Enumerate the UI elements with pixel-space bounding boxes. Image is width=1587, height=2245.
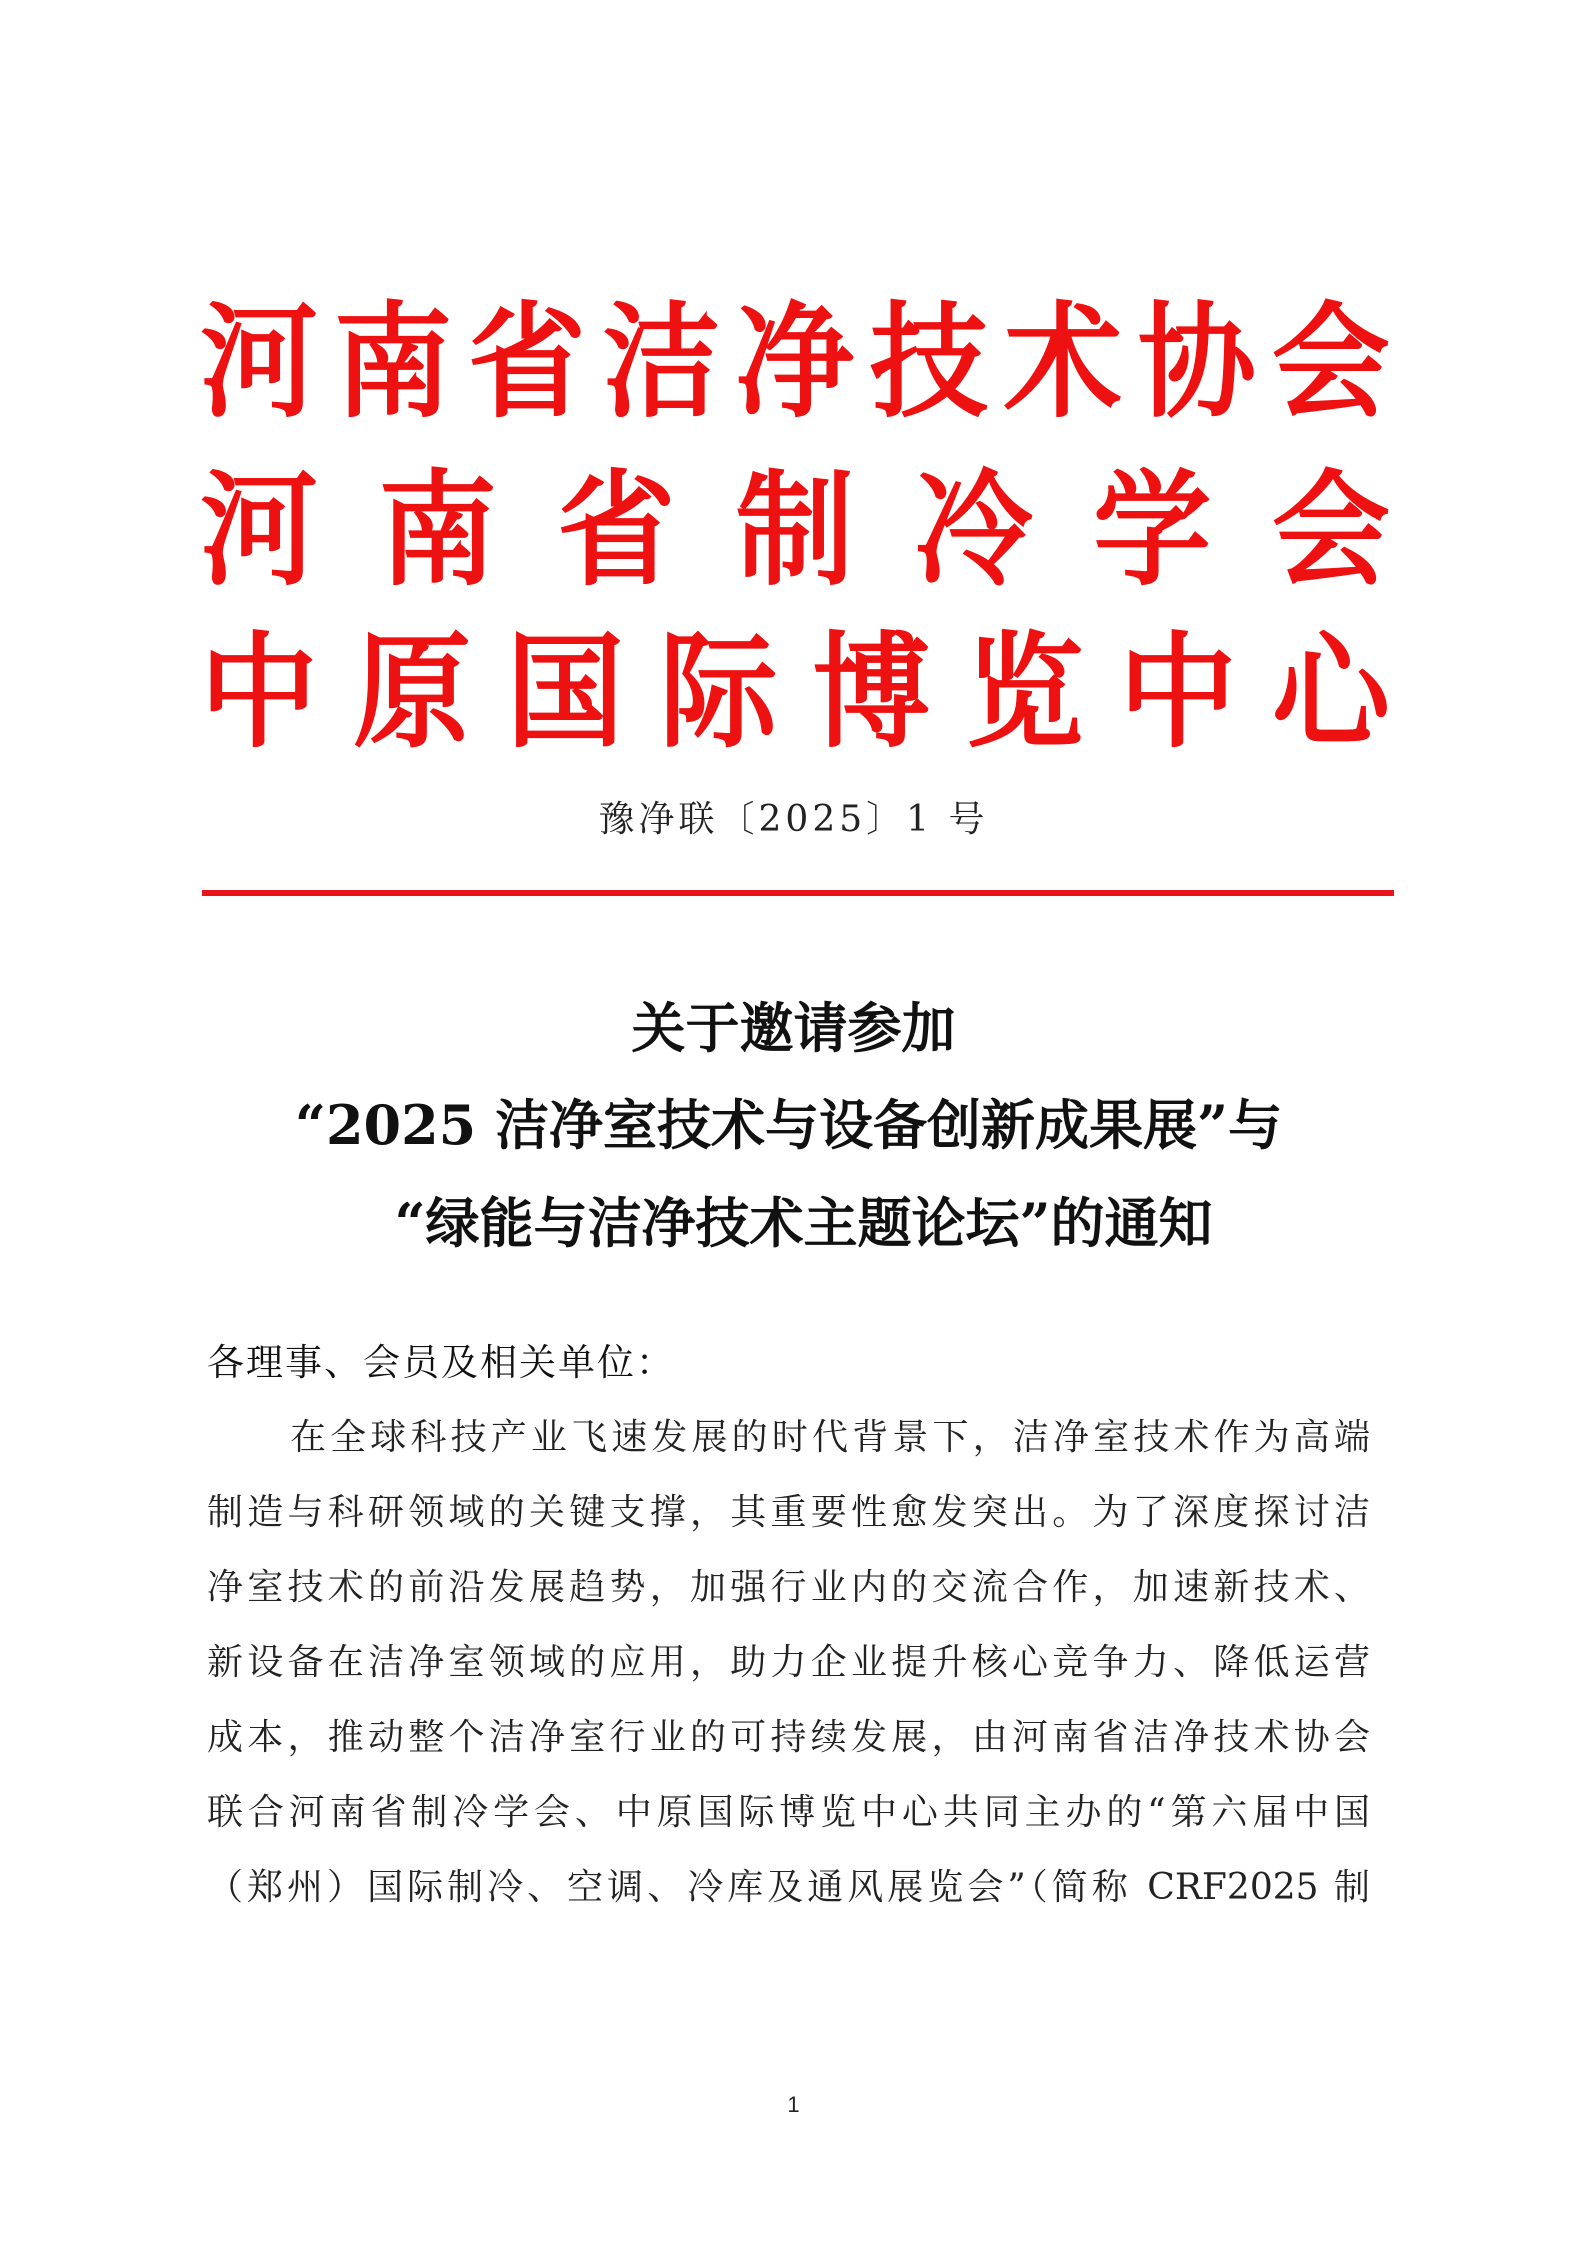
org-char: 会 (1271, 457, 1390, 603)
org-char: 河 (200, 289, 319, 435)
org-char: 协 (1137, 289, 1256, 435)
org-char: 会 (1271, 289, 1390, 435)
org-char: 南 (378, 457, 497, 603)
notice-title-line-1: 关于邀请参加 (631, 996, 956, 1060)
org-char: 博 (812, 619, 931, 765)
org-name-henan-refrigeration-society (200, 457, 1390, 603)
paragraph-line-text: 联合河南省制冷学会、中原国际博览中心共同主办的“第六届中国 (207, 1792, 1370, 1833)
paragraph-line-text: （郑州）国际制冷、空调、冷库及通风展览会”（简称 CRF2025 制 (207, 1867, 1370, 1908)
org-char: 际 (659, 619, 778, 765)
org-name-zhongyuan-expo-center (200, 619, 1390, 765)
org-char: 中 (200, 619, 319, 765)
paragraph-line-text: 制造与科研领域的关键支撑，其重要性愈发突出。为了深度探讨洁 (207, 1492, 1370, 1533)
org-char: 中 (1118, 619, 1237, 765)
org-char: 洁 (601, 289, 720, 435)
org-char: 制 (735, 457, 854, 603)
notice-title-line-3: “绿能与洁净技术主题论坛”的通知 (394, 1191, 1213, 1255)
red-divider-line (202, 890, 1394, 896)
org-char: 原 (353, 619, 472, 765)
org-char: 河 (200, 457, 319, 603)
org-name-henan-clean-tech-association (200, 289, 1390, 435)
org-char: 省 (557, 457, 676, 603)
salutation: 各理事、会员及相关单位： (207, 1341, 675, 1384)
org-char: 国 (506, 619, 625, 765)
notice-title-line-2: “2025 洁净室技术与设备创新成果展”与 (294, 1093, 1283, 1157)
paragraph-line-text: 净室技术的前沿发展趋势，加强行业内的交流合作，加速新技术、 (207, 1567, 1370, 1608)
paragraph-line (207, 1635, 1370, 1691)
paragraph-line-text: 新设备在洁净室领域的应用，助力企业提升核心竞争力、降低运营 (207, 1642, 1370, 1683)
org-char: 术 (1003, 289, 1122, 435)
paragraph-line (290, 1410, 1370, 1466)
document-number: 豫净联〔2025〕1 号 (598, 799, 989, 840)
org-char: 技 (869, 289, 988, 435)
org-char: 南 (333, 289, 452, 435)
org-char: 览 (965, 619, 1084, 765)
paragraph-line (207, 1560, 1370, 1616)
paragraph-line (207, 1785, 1370, 1841)
paragraph-line (207, 1860, 1370, 1916)
paragraph-line (207, 1485, 1370, 1541)
org-char: 冷 (914, 457, 1033, 603)
org-char: 学 (1093, 457, 1212, 603)
org-char: 省 (467, 289, 586, 435)
org-char: 净 (735, 289, 854, 435)
org-char: 心 (1271, 619, 1390, 765)
paragraph-line-text: 在全球科技产业飞速发展的时代背景下，洁净室技术作为高端 (290, 1417, 1370, 1458)
paragraph-line-text: 成本，推动整个洁净室行业的可持续发展，由河南省洁净技术协会 (207, 1717, 1370, 1758)
paragraph-line (207, 1710, 1370, 1766)
page-number: 1 (787, 2092, 800, 2117)
